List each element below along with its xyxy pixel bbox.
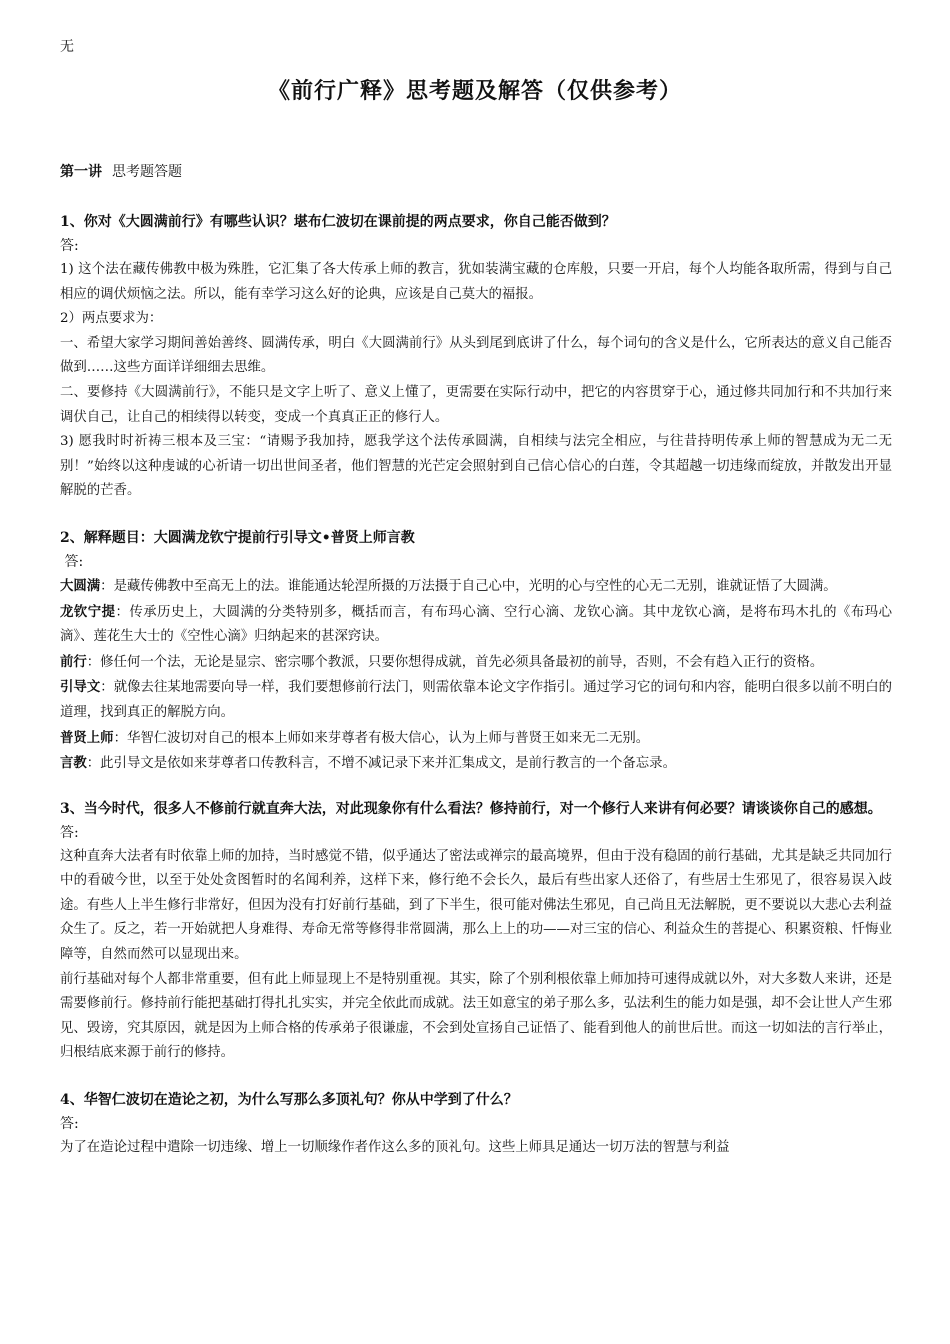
term-definition: 普贤上师：华智仁波切对自己的根本上师如来芽尊者有极大信心，认为上师与普贤王如来无二无别。	[60, 729, 650, 746]
lecture-subtitle: 思考题答题	[112, 164, 182, 180]
lecture-heading	[60, 160, 892, 184]
question-4-section	[60, 1088, 892, 1161]
q1-paragraph-5: 3) 愿我时时祈祷三根本及三宝：“请赐予我加持，愿我学这个法传承圆满，自相续与法完全相应，与往昔持明传承上师的智慧成为无二无别！”始终以这种虔诚的心祈请一切出世间圣者，他们智慧的光芒定会照射到自己信心信心的白莲，令其超越一切违缘而绽放，并散发出开显解脱的芒香。	[60, 434, 892, 499]
document-title: 《前行广释》思考题及解答（仅供参考）	[267, 78, 682, 104]
q3-paragraph-2: 前行基础对每个人都非常重要，但有此上师显现上不是特别重视。其实，除了个别利根依靠上师加持可速得成就以外，对大多数人来讲，还是需要修前行。修持前行能把基础打得扎扎实实，并完全依此而成就。法王如意宝的弟子那么多，弘法利生的能力如是强，却不会让世人产生邪见、毁谤，究其原因，就是因为上师合格的传承弟子很谦虚，不会到处宣扬自己证悟了、能看到他人的前世后世。而这一切如法的言行举止，归根结底来源于前行的修持。	[60, 971, 892, 1061]
q1-paragraph-2: 2）两点要求为：	[60, 311, 163, 327]
answer-label: 答:	[60, 824, 79, 841]
q3-paragraph-1: 这种直奔大法者有时依靠上师的加持，当时感觉不错，似乎通达了密法或禅宗的最高境界，但由于没有稳固的前行基础，尤其是缺乏共同加行中的看破今世，以至于处处贪图暂时的名闻利养，这样下来，修行绝不会长久，最后有些出家人还俗了，有些居士生邪见了，很容易误入歧途。有些人上半生修行非常好，但因为没有打好前行基础，到了下半生，很可能对佛法生邪见，自己尚且无法解脱，更不要说以大悲心去利益众生了。反之，若一开始就把人身难得、寿命无常等修得非常圆满，那么上上的功——对三宝的信心、利益众生的菩提心、积累资粮、忏悔业障等，自然而然可以显现出来。	[60, 848, 892, 963]
term-name: 普贤上师	[60, 729, 114, 746]
term-definition: 前行：修任何一个法，无论是显宗、密宗哪个教派，只要你想得成就，首先必须具备最初的前导，否则，不会有趋入正行的资格。	[60, 653, 824, 670]
term-name: 大圆满	[60, 577, 101, 594]
term-name: 前行	[60, 653, 87, 670]
term-text: 是藏传佛教中至高无上的法。谁能通达轮涅所摄的万法摄于自己心中，光明的心与空性的心无二无别，谁就证悟了大圆满。	[113, 578, 837, 594]
q1-paragraph-4: 二、要修持《大圆满前行》，不能只是文字上听了、意义上懂了，更需要在实际行动中，把它的内容贯穿于心，通过修共同加行和不共加行来调伏自己，让自己的相续得以转变，变成一个真真正正的修行人。	[60, 384, 892, 425]
term-text: 此引导文是依如来芽尊者口传教科言，不增不减记录下来并汇集成文，是前行教言的一个备忘录。	[100, 756, 676, 772]
question-2-section	[60, 526, 892, 777]
lecture-label: 第一讲	[60, 164, 102, 180]
question-4: 4、华智仁波切在造论之初，为什么写那么多顶礼句？你从中学到了什么？	[60, 1092, 518, 1109]
question-3-section	[60, 797, 892, 1066]
corner-note: 无	[60, 39, 74, 55]
term-text: 传承历史上，大圆满的分类特别多，概括而言，有布玛心滴、空行心滴、龙钦心滴。其中龙钦心滴，是将布玛木扎的《布玛心滴》、莲花生大士的《空性心滴》归纳起来的甚深窍诀。	[60, 604, 892, 645]
document-body	[60, 160, 892, 1161]
q1-paragraph-3: 一、希望大家学习期间善始善终、圆满传承，明白《大圆满前行》从头到尾到底讲了什么，每个词句的含义是什么，它所表达的意义自己能否做到……这些方面详详细细去思维。	[60, 335, 892, 376]
term-definition: 引导文：就像去往某地需要向导一样，我们要想修前行法门，则需依靠本论文字作指引。通过学习它的词句和内容，能明白很多以前不明白的道理，找到真正的解脱方向。	[60, 679, 893, 720]
term-name: 引导文	[60, 679, 101, 696]
term-text: 华智仁波切对自己的根本上师如来芽尊者有极大信心，认为上师与普贤王如来无二无别。	[126, 730, 650, 746]
question-3: 3、当今时代，很多人不修前行就直奔大法，对此现象你有什么看法？修持前行，对一个修行人来讲有何必要？请谈谈你自己的感想。	[60, 800, 882, 817]
term-name: 龙钦宁提	[60, 603, 116, 620]
term-definition: 言教：此引导文是依如来芽尊者口传教科言，不增不减记录下来并汇集成文，是前行教言的一个备忘录。	[60, 755, 676, 772]
q4-paragraph-1: 为了在造论过程中遣除一切违缘、增上一切顺缘作者作这么多的顶礼句。这些上师具足通达一切万法的智慧与利益	[60, 1140, 730, 1156]
term-name: 言教	[60, 755, 87, 772]
q1-paragraph-1: 1) 这个法在藏传佛教中极为殊胜，它汇集了各大传承上师的教言，犹如装满宝藏的仓库般，只要一开启，每个人均能各取所需，得到与自己相应的调伏烦恼之法。所以，能有幸学习这么好的论典，应该是自己莫大的福报。	[60, 262, 892, 302]
answer-label: 答:	[60, 553, 84, 570]
answer-label: 答:	[60, 238, 79, 254]
term-definition: 大圆满：是藏传佛教中至高无上的法。谁能通达轮涅所摄的万法摄于自己心中，光明的心与空性的心无二无别，谁就证悟了大圆满。	[60, 577, 837, 594]
term-definition: 龙钦宁提：传承历史上，大圆满的分类特别多，概括而言，有布玛心滴、空行心滴、龙钦心滴。其中龙钦心滴，是将布玛木扎的《布玛心滴》、莲花生大士的《空性心滴》归纳起来的甚深窍诀。	[60, 603, 892, 645]
term-text: 修任何一个法，无论是显宗、密宗哪个教派，只要你想得成就，首先必须具备最初的前导，否则，不会有趋入正行的资格。	[100, 654, 824, 670]
question-1: 1、你对《大圆满前行》有哪些认识？堪布仁波切在课前提的两点要求，你自己能否做到？	[60, 214, 616, 230]
question-2: 2、解释题目：大圆满龙钦宁提前行引导文•普贤上师言教	[60, 529, 415, 546]
term-text: 就像去往某地需要向导一样，我们要想修前行法门，则需依靠本论文字作指引。通过学习它的词句和内容，能明白很多以前不明白的道理，找到真正的解脱方向。	[60, 680, 893, 720]
answer-label: 答:	[60, 1116, 79, 1133]
question-1-section	[60, 210, 892, 504]
